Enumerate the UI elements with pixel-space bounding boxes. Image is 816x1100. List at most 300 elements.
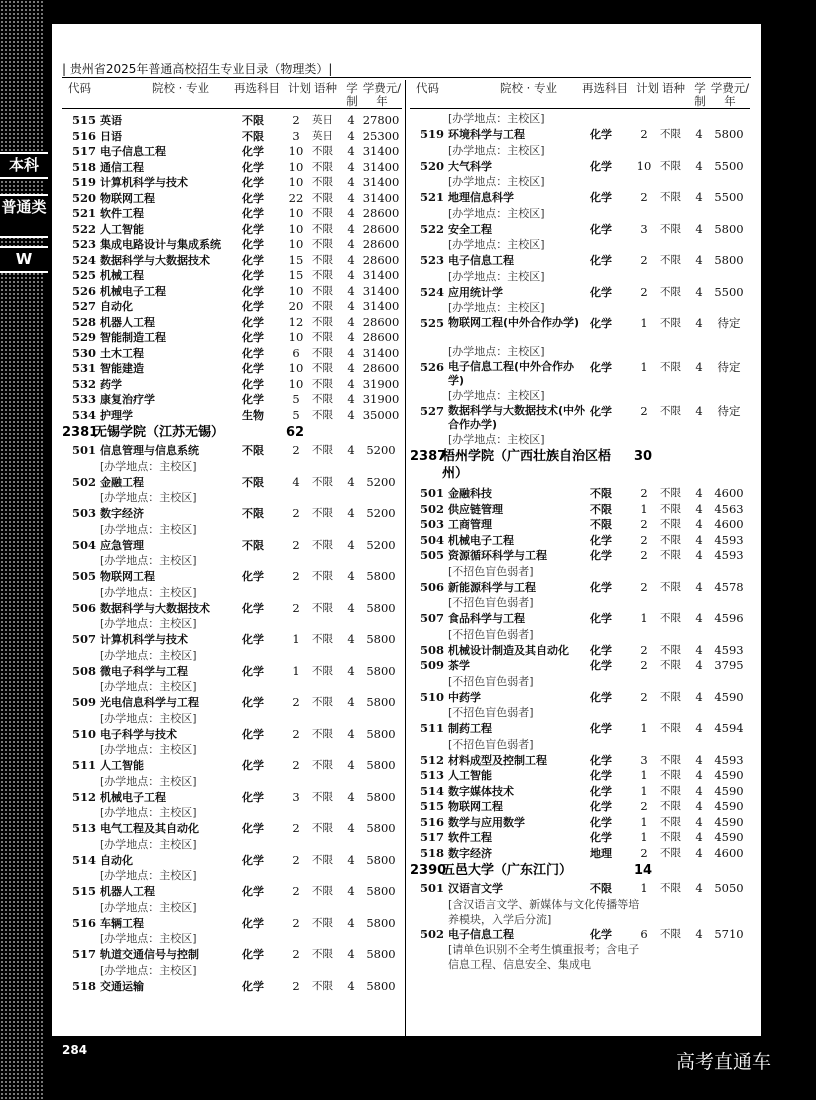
col-header-language: 语种 xyxy=(662,81,685,95)
major-name: 轨道交通信号与控制 xyxy=(100,948,199,961)
table-row xyxy=(410,159,750,175)
language: 不限 xyxy=(312,284,333,297)
plan-count: 10 xyxy=(288,376,304,391)
language: 不限 xyxy=(660,285,681,298)
plan-count: 2 xyxy=(640,548,648,562)
subject-requirement: 化学 xyxy=(590,659,612,672)
row-note: [办学地点：主校区] xyxy=(100,932,197,945)
major-code: 516 xyxy=(420,814,445,829)
row-note: [办学地点：主校区] xyxy=(100,617,197,630)
subject-requirement: 地理 xyxy=(590,846,612,860)
table-row xyxy=(62,284,402,300)
major-code: 525 xyxy=(72,268,97,282)
col-header-years: 学制 xyxy=(694,81,706,108)
plan-count: 15 xyxy=(288,268,304,282)
major-code: 525 xyxy=(420,316,445,330)
subject-requirement: 化学 xyxy=(590,222,612,236)
major-code: 518 xyxy=(420,845,445,860)
language: 不限 xyxy=(660,361,681,373)
major-name: 智能制造工程 xyxy=(100,331,166,344)
plan-count: 1 xyxy=(640,316,648,330)
school-name: 五邑大学（广东江门） xyxy=(442,863,573,878)
major-name: 人工智能 xyxy=(100,759,144,772)
plan-count: 2 xyxy=(292,443,300,457)
tuition-fee: 28600 xyxy=(362,221,400,236)
col-header-school-major: 院校 · 专业 xyxy=(500,81,557,95)
language: 不限 xyxy=(312,885,333,897)
major-name: 机器人工程 xyxy=(100,315,155,329)
years: 4 xyxy=(347,600,355,615)
plan-count: 2 xyxy=(292,506,300,520)
subject-requirement: 化学 xyxy=(242,284,264,298)
tuition-fee: 27800 xyxy=(362,113,400,127)
running-header: | 贵州省2025年普通高校招生专业目录（物理类）| xyxy=(62,62,333,76)
language: 不限 xyxy=(312,145,333,157)
table-row xyxy=(410,799,750,815)
plan-count: 2 xyxy=(292,758,300,772)
years: 4 xyxy=(347,695,355,709)
language: 不限 xyxy=(660,722,681,734)
table-row xyxy=(62,113,402,129)
major-code: 522 xyxy=(72,221,97,236)
major-name: 软件工程 xyxy=(448,831,492,844)
major-code: 516 xyxy=(72,128,97,143)
years: 4 xyxy=(695,253,703,267)
major-name: 人工智能 xyxy=(448,769,492,782)
years: 4 xyxy=(347,268,355,282)
major-name: 微电子科学与工程 xyxy=(100,664,188,678)
major-code: 530 xyxy=(72,345,97,360)
major-code: 514 xyxy=(420,783,445,798)
tuition-fee: 4590 xyxy=(714,783,744,798)
major-name: 电子信息工程 xyxy=(448,927,514,941)
plan-count: 15 xyxy=(288,252,304,267)
language: 不限 xyxy=(312,393,333,405)
major-name: 光电信息科学与工程 xyxy=(100,696,199,709)
plan-count: 1 xyxy=(640,814,648,829)
table-row xyxy=(62,790,402,806)
major-code: 533 xyxy=(72,392,97,406)
table-row xyxy=(410,222,750,238)
column-divider xyxy=(405,80,406,1036)
table-row xyxy=(62,175,402,191)
language: 英日 xyxy=(312,129,333,142)
row-note: [办学地点：主校区] xyxy=(448,175,545,188)
major-name: 工商管理 xyxy=(448,518,492,531)
major-code: 507 xyxy=(72,632,97,646)
major-code: 517 xyxy=(72,947,97,961)
table-row xyxy=(62,191,402,207)
major-name: 软件工程 xyxy=(100,207,144,220)
tuition-fee: 31400 xyxy=(362,345,400,360)
subject-requirement: 不限 xyxy=(590,487,612,500)
subject-requirement: 化学 xyxy=(242,393,264,406)
subject-requirement: 化学 xyxy=(590,831,612,844)
major-code: 508 xyxy=(72,663,97,678)
years: 4 xyxy=(347,407,355,422)
major-name: 汉语言文学 xyxy=(448,882,503,895)
plan-count: 6 xyxy=(292,345,300,360)
language: 不限 xyxy=(312,160,333,173)
row-note: [不招色盲色弱者] xyxy=(448,564,534,578)
major-name: 应急管理 xyxy=(100,538,144,552)
tuition-fee: 4593 xyxy=(714,752,744,767)
plan-count: 5 xyxy=(292,407,300,422)
subject-requirement: 化学 xyxy=(590,580,612,594)
language: 不限 xyxy=(312,570,333,582)
language: 不限 xyxy=(312,916,333,929)
subject-requirement: 生物 xyxy=(242,408,264,422)
school-plan: 62 xyxy=(286,425,305,440)
major-code: 526 xyxy=(72,283,97,298)
plan-count: 1 xyxy=(292,663,300,678)
tuition-fee: 5200 xyxy=(366,537,396,552)
page-number: 284 xyxy=(62,1043,88,1057)
major-code: 513 xyxy=(420,768,445,782)
plan-count: 2 xyxy=(640,404,648,418)
subject-requirement: 化学 xyxy=(242,222,264,236)
column-headers xyxy=(410,80,750,109)
years: 4 xyxy=(347,206,355,220)
school-code: 2390 xyxy=(410,863,447,878)
major-name: 供应链管理 xyxy=(448,502,503,516)
tuition-fee: 31400 xyxy=(362,190,400,205)
tuition-fee: 5800 xyxy=(366,663,396,678)
tuition-fee: 4600 xyxy=(714,845,744,860)
major-name: 电子信息工程 xyxy=(100,145,166,158)
years: 4 xyxy=(695,158,703,173)
tuition-fee: 3795 xyxy=(714,658,744,672)
table-row xyxy=(62,916,402,932)
tuition-fee: 4600 xyxy=(714,486,744,500)
right-rows-b xyxy=(410,484,750,861)
language: 不限 xyxy=(312,346,333,359)
plan-count: 10 xyxy=(288,175,304,189)
plan-count: 12 xyxy=(288,314,304,329)
tuition-fee: 待定 xyxy=(717,404,741,418)
subject-requirement: 化学 xyxy=(242,362,264,375)
major-code: 527 xyxy=(72,299,97,313)
years: 4 xyxy=(695,799,703,813)
major-name: 自动化 xyxy=(100,853,133,867)
subject-requirement: 化学 xyxy=(590,549,612,562)
subject-requirement: 化学 xyxy=(242,759,264,772)
language: 不限 xyxy=(312,238,333,250)
subject-requirement: 不限 xyxy=(242,129,264,143)
plan-count: 10 xyxy=(288,330,304,344)
right-column xyxy=(410,80,750,972)
years: 4 xyxy=(695,404,703,418)
major-code: 524 xyxy=(420,284,445,299)
row-note: [办学地点：主校区] xyxy=(100,459,197,473)
tuition-fee: 28600 xyxy=(362,206,400,220)
subject-requirement: 化学 xyxy=(590,927,612,941)
years: 4 xyxy=(347,283,355,298)
years: 4 xyxy=(695,486,703,500)
row-note: [不招色盲色弱者] xyxy=(448,627,534,641)
years: 4 xyxy=(347,190,355,205)
table-row xyxy=(62,443,402,459)
plan-count: 20 xyxy=(288,299,304,313)
row-note: [办学地点：主校区] xyxy=(100,585,197,599)
subject-requirement: 化学 xyxy=(242,601,264,615)
language: 不限 xyxy=(660,753,681,766)
subject-requirement: 化学 xyxy=(590,753,612,767)
tuition-fee: 5800 xyxy=(366,569,396,583)
table-row xyxy=(62,821,402,837)
school-plan: 30 xyxy=(634,449,653,464)
years: 4 xyxy=(347,789,355,804)
table-row xyxy=(62,144,402,160)
subject-requirement: 化学 xyxy=(242,696,264,709)
tuition-fee: 4600 xyxy=(714,517,744,531)
years: 4 xyxy=(347,376,355,391)
subject-requirement: 化学 xyxy=(242,853,264,867)
major-name: 新能源科学与工程 xyxy=(448,580,536,594)
subject-requirement: 化学 xyxy=(590,784,612,798)
table-row xyxy=(62,727,402,743)
plan-count: 2 xyxy=(640,658,648,672)
subject-requirement: 化学 xyxy=(242,331,264,344)
language: 不限 xyxy=(312,633,333,645)
major-name: 英语 xyxy=(100,114,122,127)
years: 4 xyxy=(347,237,355,251)
row-note: [办学地点：主校区] xyxy=(100,554,197,567)
language: 不限 xyxy=(660,690,681,703)
side-tab-undergrad: 本科 xyxy=(0,152,48,179)
plan-count: 2 xyxy=(292,113,300,127)
years: 4 xyxy=(695,814,703,829)
subject-requirement: 化学 xyxy=(590,722,612,735)
major-code: 519 xyxy=(72,175,97,189)
tuition-fee: 5800 xyxy=(366,884,396,898)
table-row xyxy=(62,979,402,995)
table-row xyxy=(410,784,750,800)
major-code: 508 xyxy=(420,642,445,657)
major-code: 518 xyxy=(72,159,97,174)
years: 4 xyxy=(695,721,703,735)
table-row xyxy=(62,299,402,315)
language: 不限 xyxy=(312,948,333,960)
years: 4 xyxy=(347,159,355,174)
tuition-fee: 31400 xyxy=(362,268,400,282)
left-school-rows xyxy=(62,443,402,994)
language: 不限 xyxy=(312,727,333,740)
carry-over-note: [办学地点：主校区] xyxy=(448,112,545,125)
subject-requirement: 化学 xyxy=(590,815,612,829)
tuition-fee: 5200 xyxy=(366,474,396,489)
subject-requirement: 化学 xyxy=(242,315,264,329)
subject-requirement: 化学 xyxy=(590,405,612,418)
table-row xyxy=(62,601,402,617)
table-row xyxy=(410,316,750,344)
major-name: 资源循环科学与工程 xyxy=(448,549,547,562)
years: 4 xyxy=(347,474,355,489)
years: 4 xyxy=(695,221,703,236)
years: 4 xyxy=(695,360,703,374)
major-name: 食品科学与工程 xyxy=(448,612,525,625)
subject-requirement: 化学 xyxy=(590,128,612,141)
table-row xyxy=(62,538,402,554)
major-name: 车辆工程 xyxy=(100,916,144,930)
language: 不限 xyxy=(660,815,681,828)
plan-count: 10 xyxy=(288,206,304,220)
table-row xyxy=(62,853,402,869)
major-code: 518 xyxy=(72,978,97,993)
tuition-fee: 4593 xyxy=(714,548,744,562)
years: 4 xyxy=(347,128,355,143)
major-code: 526 xyxy=(420,360,445,374)
row-note: [办学地点：主校区] xyxy=(448,269,545,283)
language: 不限 xyxy=(312,444,333,456)
years: 4 xyxy=(347,663,355,678)
plan-count: 1 xyxy=(640,783,648,798)
major-name: 护理学 xyxy=(100,408,133,422)
major-code: 514 xyxy=(72,852,97,867)
table-row xyxy=(62,695,402,711)
major-code: 502 xyxy=(72,474,97,489)
table-row xyxy=(410,846,750,862)
tuition-fee: 5500 xyxy=(714,158,744,173)
major-code: 534 xyxy=(72,407,97,422)
row-note: [不招色盲色弱者] xyxy=(448,737,534,751)
col-header-school-major: 院校 · 专业 xyxy=(152,81,209,95)
major-name: 物联网工程 xyxy=(448,800,503,813)
table-row xyxy=(62,361,402,377)
major-code: 524 xyxy=(72,252,97,267)
subject-requirement: 不限 xyxy=(242,444,264,457)
plan-count: 2 xyxy=(292,600,300,615)
school-name: 梧州学院（广西壮族自治区梧州） xyxy=(442,449,612,481)
table-row xyxy=(410,611,750,627)
plan-count: 2 xyxy=(640,845,648,860)
table-row xyxy=(410,721,750,737)
tuition-fee: 25300 xyxy=(362,128,400,143)
plan-count: 2 xyxy=(640,642,648,657)
row-note: [办学地点：主校区] xyxy=(100,491,197,504)
major-code: 501 xyxy=(420,486,445,500)
table-row xyxy=(410,486,750,502)
language: 不限 xyxy=(312,664,333,677)
row-note: [办学地点：主校区] xyxy=(448,206,545,220)
years: 4 xyxy=(695,783,703,798)
table-row xyxy=(62,392,402,408)
table-row xyxy=(62,475,402,491)
tuition-fee: 28600 xyxy=(362,252,400,267)
tuition-fee: 31400 xyxy=(362,299,400,313)
major-code: 503 xyxy=(420,517,445,531)
row-note: [办学地点：主校区] xyxy=(100,522,197,536)
plan-count: 2 xyxy=(292,695,300,709)
table-row xyxy=(62,346,402,362)
major-code: 531 xyxy=(72,361,97,375)
plan-count: 10 xyxy=(288,159,304,174)
table-row xyxy=(410,927,750,943)
language: 不限 xyxy=(312,601,333,614)
col-header-fee: 学费元/年 xyxy=(362,81,402,108)
plan-count: 5 xyxy=(292,392,300,406)
plan-count: 10 xyxy=(288,283,304,298)
plan-count: 2 xyxy=(640,532,648,547)
table-row xyxy=(410,127,750,143)
school-heading xyxy=(62,423,402,443)
major-name: 土木工程 xyxy=(100,346,144,360)
subject-requirement: 化学 xyxy=(242,885,264,898)
plan-count: 2 xyxy=(640,253,648,267)
language: 不限 xyxy=(312,507,333,519)
years: 4 xyxy=(347,113,355,127)
major-name: 电子信息工程(中外合作办学) xyxy=(448,360,575,387)
plan-count: 2 xyxy=(292,884,300,898)
tuition-fee: 5800 xyxy=(366,821,396,835)
tuition-fee: 5800 xyxy=(366,726,396,741)
subject-requirement: 化学 xyxy=(242,145,264,158)
subject-requirement: 化学 xyxy=(242,377,264,391)
table-row xyxy=(410,502,750,518)
major-name: 大气科学 xyxy=(448,159,492,173)
major-code: 522 xyxy=(420,221,445,236)
years: 4 xyxy=(695,517,703,531)
table-row xyxy=(410,190,750,206)
tuition-fee: 4590 xyxy=(714,799,744,813)
plan-count: 2 xyxy=(640,127,648,141)
language: 不限 xyxy=(312,253,333,266)
subject-requirement: 化学 xyxy=(590,612,612,625)
plan-count: 1 xyxy=(640,501,648,516)
table-row xyxy=(410,815,750,831)
plan-count: 4 xyxy=(292,474,300,489)
plan-count: 1 xyxy=(640,360,648,374)
language: 不限 xyxy=(660,549,681,561)
tuition-fee: 5800 xyxy=(366,852,396,867)
plan-count: 1 xyxy=(292,632,300,646)
subject-requirement: 不限 xyxy=(590,518,612,531)
major-name: 信息管理与信息系统 xyxy=(100,444,199,457)
major-name: 数字媒体技术 xyxy=(448,784,514,798)
row-note: [办学地点：主校区] xyxy=(448,389,545,402)
tuition-fee: 5800 xyxy=(366,600,396,615)
major-name: 机械设计制造及其自动化 xyxy=(448,643,569,657)
col-header-language: 语种 xyxy=(314,81,337,95)
right-rows-a xyxy=(410,127,750,448)
major-name: 智能建造 xyxy=(100,362,144,375)
table-row xyxy=(410,548,750,564)
tuition-fee: 4578 xyxy=(714,579,744,594)
subject-requirement: 化学 xyxy=(242,916,264,930)
subject-requirement: 化学 xyxy=(590,191,612,204)
years: 4 xyxy=(347,821,355,835)
language: 不限 xyxy=(312,362,333,374)
language: 不限 xyxy=(660,769,681,781)
tuition-fee: 5050 xyxy=(714,881,744,895)
years: 4 xyxy=(695,768,703,782)
subject-requirement: 化学 xyxy=(242,253,264,267)
major-code: 527 xyxy=(420,404,445,418)
years: 4 xyxy=(347,632,355,646)
major-code: 506 xyxy=(420,579,445,594)
subject-requirement: 化学 xyxy=(242,191,264,205)
table-row xyxy=(62,884,402,900)
table-row xyxy=(62,569,402,585)
language: 不限 xyxy=(660,846,681,859)
plan-count: 1 xyxy=(640,830,648,844)
major-code: 511 xyxy=(72,758,97,772)
row-note: [办学地点：主校区] xyxy=(100,711,197,725)
plan-count: 2 xyxy=(292,569,300,583)
tuition-fee: 5500 xyxy=(714,190,744,204)
tuition-fee: 待定 xyxy=(717,360,741,374)
major-code: 512 xyxy=(420,752,445,767)
